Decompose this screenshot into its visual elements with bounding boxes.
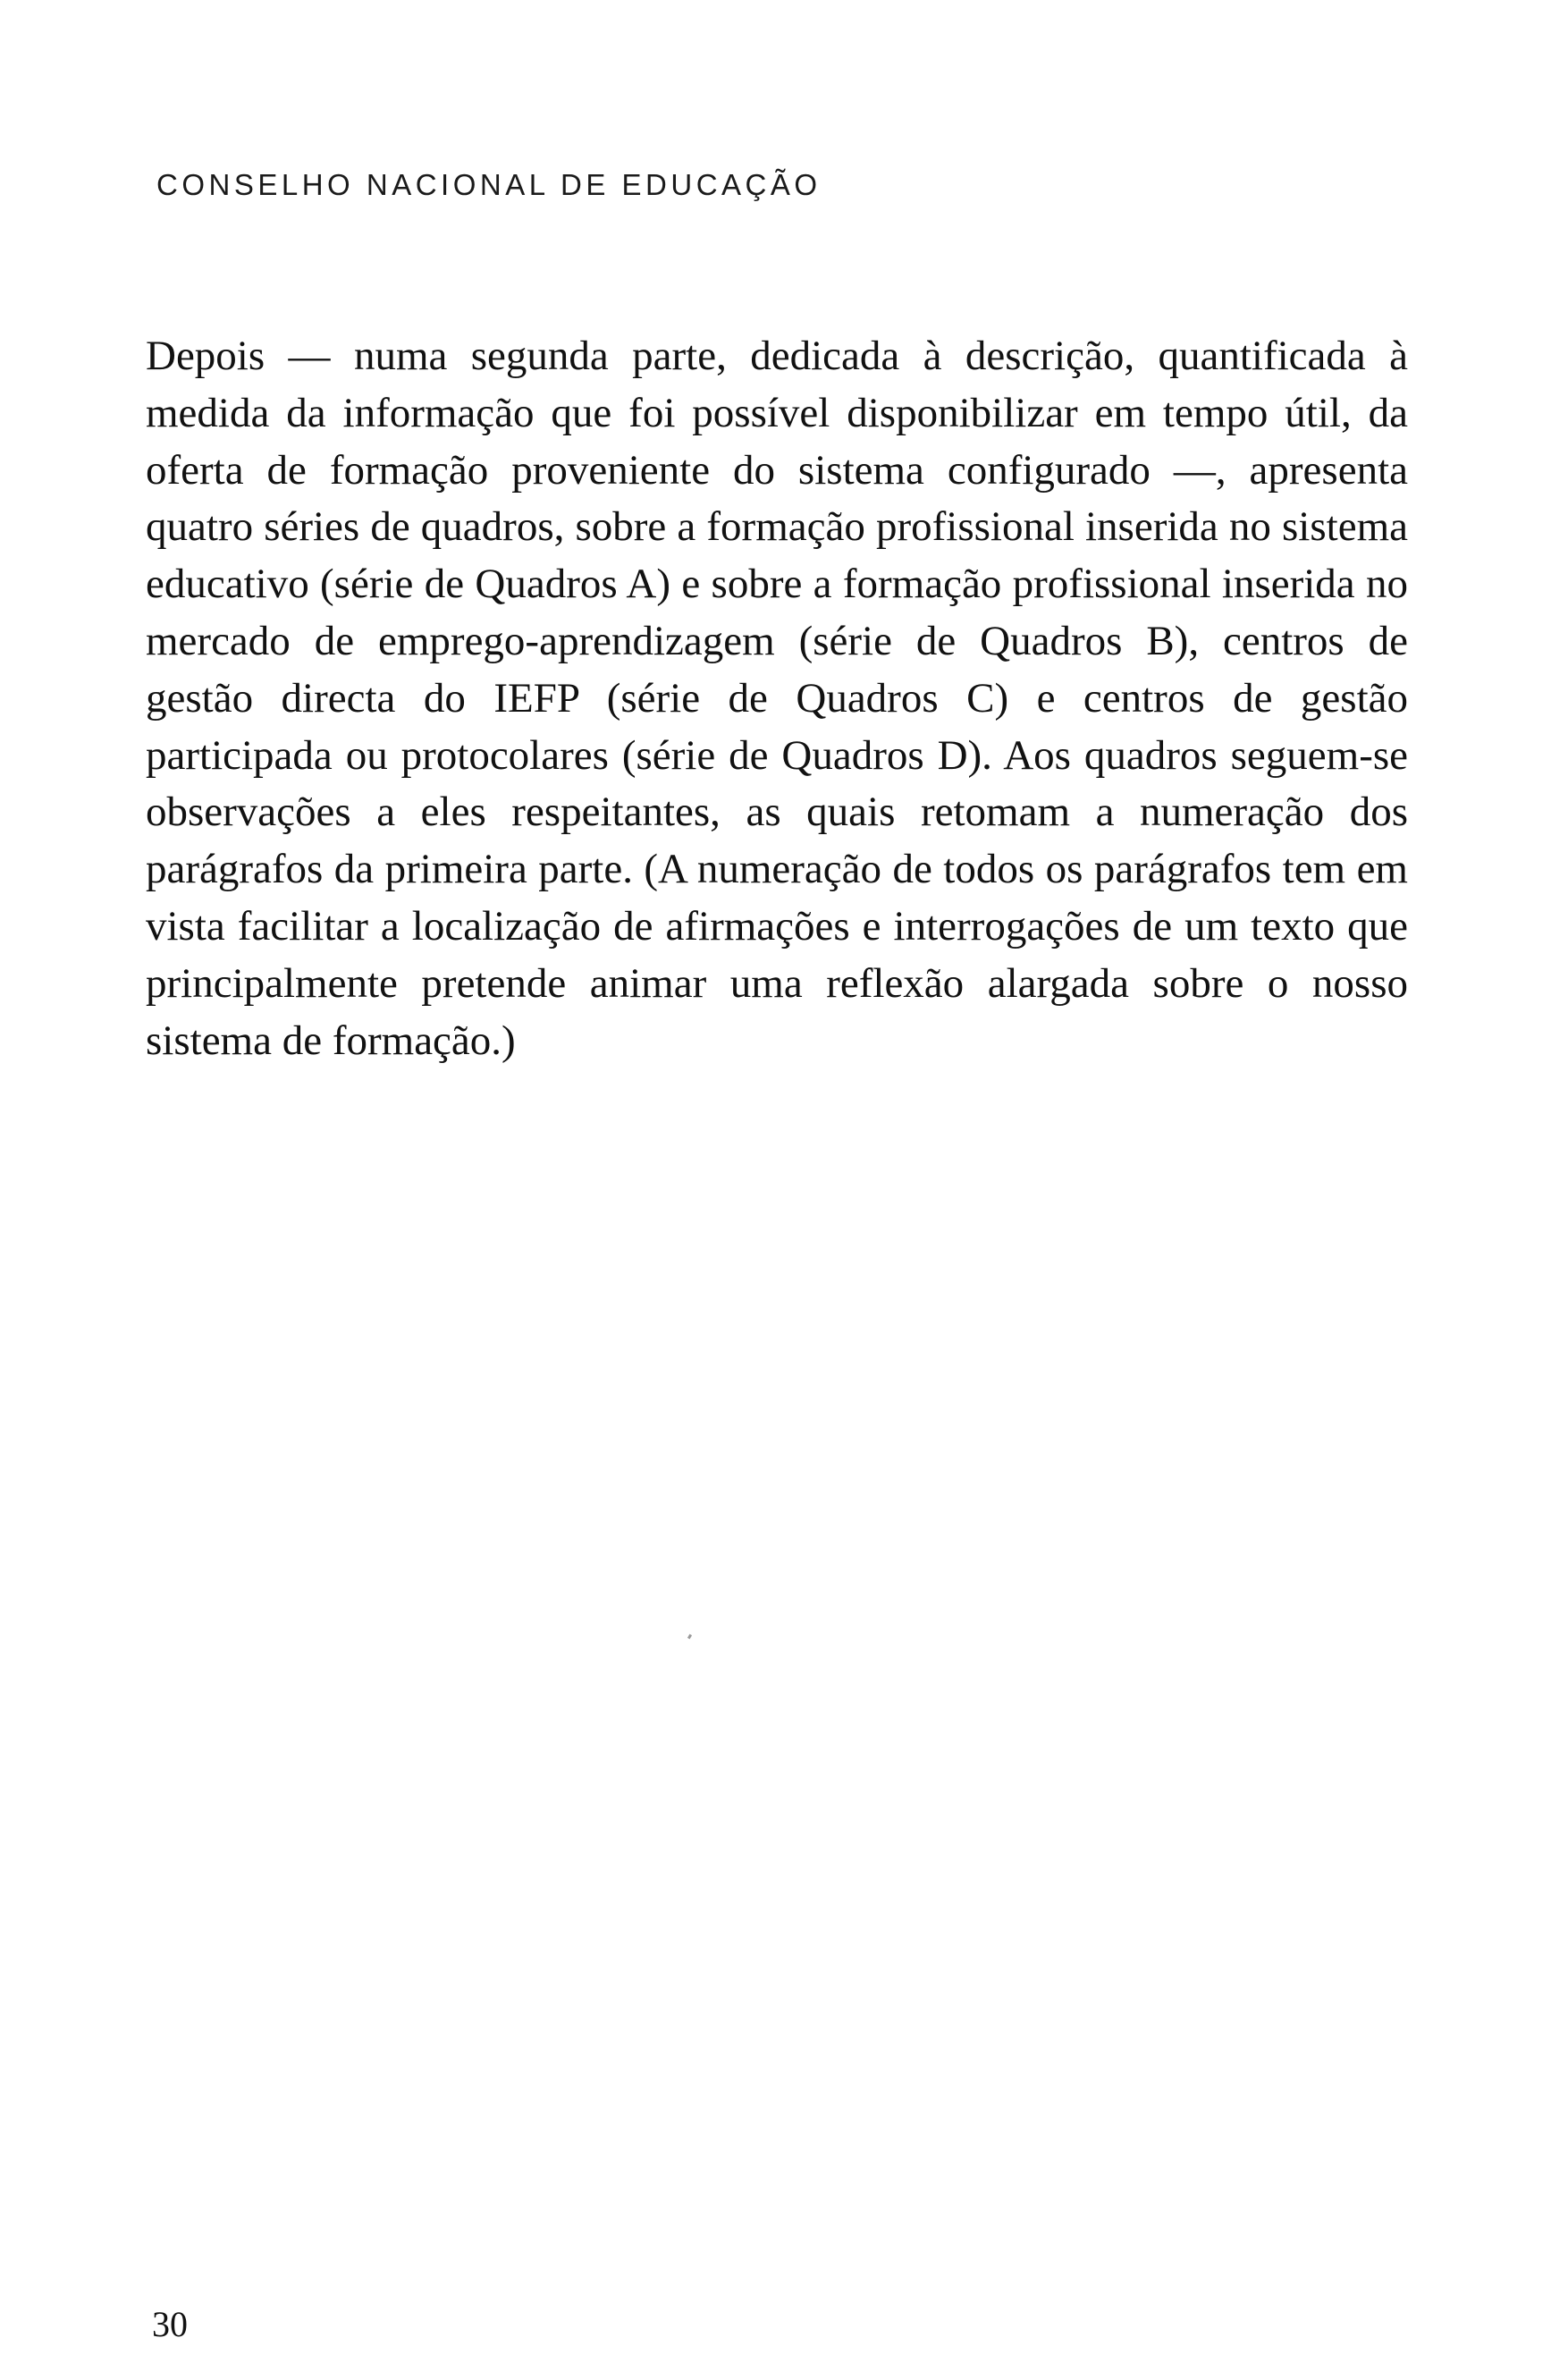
page-number: 30 [152, 2304, 188, 2344]
body-paragraph: Depois — numa segunda parte, dedicada à descrição, quantificada à medida da informação que foi possível disponibilizar em tempo útil, da oferta de formação proveniente do sistema configurado —, apresenta quatro séries de quadros, sobre a formação profissional inserida no sistema educativo (série de Quadros A) e sobre a formação profissional inserida no mercado de emprego-aprendizagem (série de Quadros B), centros de gestão directa do IEFP (série de Quadros C) e centros de gestão participada ou protocolares (série de Quadros D). Aos quadros seguem-se observações a eles respeitantes, as quais retomam a numeração dos parágrafos da primeira parte. (A numeração de todos os parágrafos tem em vista facilitar a localização de afirmações e interrogações de um texto que principalmente pretende animar uma reflexão alargada sobre o nosso sistema de formação.) [146, 333, 1408, 1064]
running-header: CONSELHO NACIONAL DE EDUCAÇÃO [156, 168, 822, 201]
stray-mark [687, 1634, 692, 1640]
